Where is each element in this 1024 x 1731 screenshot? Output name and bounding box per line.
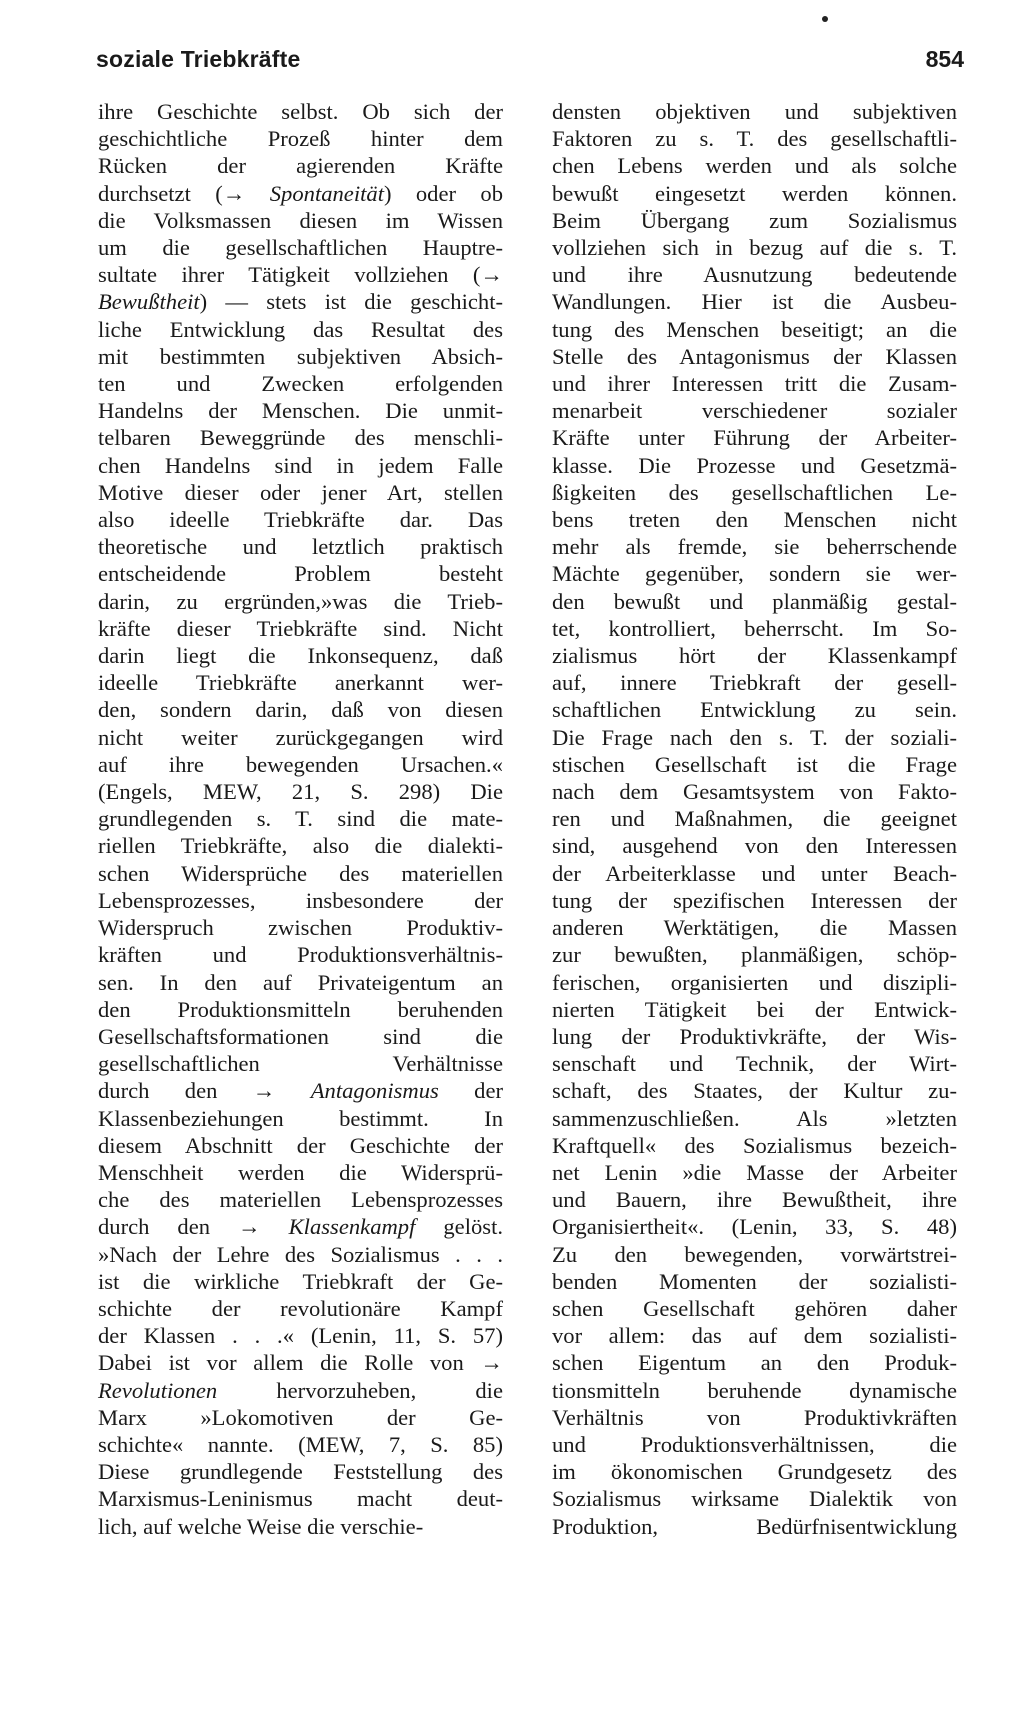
text-line: schen Gesellschaft gehören daher <box>552 1295 957 1321</box>
text-line: auf, innere Triebkraft der gesell- <box>552 670 957 696</box>
text-line: tung des Menschen beseitigt; an die <box>552 316 957 342</box>
text-line: mit bestimmten subjektiven Absich- <box>98 343 503 369</box>
text-line: Gesellschaftsformationen sind die <box>98 1023 503 1049</box>
line-segment: durch den → <box>98 1078 311 1104</box>
text-line: nierten Tätigkeit bei der Entwick- <box>552 996 957 1022</box>
text-line: stischen Gesellschaft ist die Frage <box>552 751 957 777</box>
text-line: sultate ihrer Tätigkeit vollziehen (→ <box>98 262 503 288</box>
text-line: zur bewußten, planmäßigen, schöp- <box>552 942 957 968</box>
line-segment: gelöst. <box>415 1214 503 1240</box>
text-line: ihre Geschichte selbst. Ob sich der <box>98 99 503 124</box>
text-line: bens treten den Menschen nicht <box>552 507 957 533</box>
text-line: Diese grundlegende Feststellung des <box>98 1459 503 1485</box>
text-line: zialismus hört der Klassenkampf <box>552 643 957 669</box>
text-line: und ihre Ausnutzung bedeutende <box>552 262 957 288</box>
text-line: Verhältnis von Produktivkräften <box>552 1404 957 1430</box>
text-line: che des materiellen Lebensprozesses <box>98 1187 503 1213</box>
text-line: ßigkeiten des gesellschaftlichen Le- <box>552 479 957 505</box>
text-line: den, sondern darin, daß von diesen <box>98 697 503 723</box>
text-line: theoretische und letztlich praktisch <box>98 534 503 560</box>
text-line: menarbeit verschiedener sozialer <box>552 398 957 424</box>
text-line: darin, zu ergründen,»was die Trieb- <box>98 588 503 614</box>
line-segment: ) — stets ist die geschicht- <box>199 289 503 315</box>
text-line: entscheidende Problem besteht <box>98 561 503 587</box>
left-text-column <box>98 98 503 1540</box>
text-line: riellen Triebkräfte, also die dialekti- <box>98 833 503 859</box>
text-line: benden Momenten der sozialisti- <box>552 1268 957 1294</box>
text-line: Marxismus-Leninismus macht deut- <box>98 1486 503 1512</box>
text-line: Klassenbeziehungen bestimmt. In <box>98 1105 503 1131</box>
text-line: anderen Werktätigen, die Massen <box>552 915 957 941</box>
text-line: telbaren Beweggründe des menschli- <box>98 425 503 451</box>
text-line: net Lenin »die Masse der Arbeiter <box>552 1159 957 1185</box>
text-line: chen Lebens werden und als solche <box>552 153 957 179</box>
text-line: Zu den bewegenden, vorwärtstrei- <box>552 1241 957 1267</box>
text-line: sen. In den auf Privateigentum an <box>98 969 503 995</box>
text-line: vollziehen sich in bezug auf die s. T. <box>552 235 957 261</box>
margin-dot <box>822 16 828 22</box>
text-line: grundlegenden s. T. sind die mate- <box>98 806 503 832</box>
text-line: schen Eigentum an den Produk- <box>552 1350 957 1376</box>
text-line: und Produktionsverhältnissen, die <box>552 1431 957 1457</box>
text-line: Handelns der Menschen. Die unmit- <box>98 398 503 424</box>
text-line: tet, kontrolliert, beherrscht. Im So- <box>552 615 957 641</box>
text-line: ideelle Triebkräfte anerkannt wer- <box>98 670 503 696</box>
line-segment: ) oder ob <box>383 180 504 206</box>
text-line: kräfte dieser Triebkräfte sind. Nicht <box>98 615 503 641</box>
line-segment: hervorzuheben, die <box>217 1377 503 1403</box>
text-line: Kraftquell« des Sozialismus bezeich- <box>552 1132 957 1158</box>
text-line: ten und Zwecken erfolgenden <box>98 371 503 397</box>
text-line: Die Frage nach den s. T. der soziali- <box>552 724 957 750</box>
text-line: sind, ausgehend von den Interessen <box>552 833 957 859</box>
text-line: Kräfte unter Führung der Arbeiter- <box>552 425 957 451</box>
text-line: ferischen, organisierten und diszipli- <box>552 969 957 995</box>
text-line: nicht weiter zurückgegangen wird <box>98 724 503 750</box>
cross-reference-term: Revolutionen <box>98 1377 218 1403</box>
text-line: klasse. Die Prozesse und Gesetzmä- <box>552 452 957 478</box>
text-line <box>98 288 503 315</box>
text-line: schichte der revolutionäre Kampf <box>98 1295 503 1321</box>
text-line: Rücken der agierenden Kräfte <box>98 153 503 179</box>
text-line <box>98 1213 503 1240</box>
text-line: Wandlungen. Hier ist die Ausbeu- <box>552 289 957 315</box>
text-line: schaft, des Staates, der Kultur zu- <box>552 1078 957 1104</box>
text-line: lich, auf welche Weise die verschie- <box>98 1513 424 1539</box>
line-segment: durchsetzt (→ <box>98 180 270 206</box>
text-line: Produktion, Bedürfnisentwicklung <box>552 1513 957 1539</box>
text-line: und ihrer Interessen tritt die Zusam- <box>552 371 957 397</box>
text-line: mehr als fremde, sie beherrschende <box>552 534 957 560</box>
line-segment: durch den → <box>98 1214 289 1240</box>
text-line: ren und Maßnahmen, die geeignet <box>552 806 957 832</box>
text-line <box>98 1377 503 1404</box>
cross-reference-term: Antagonismus <box>310 1078 439 1104</box>
text-line: die Volksmassen diesen im Wissen <box>98 207 503 233</box>
text-line: Dabei ist vor allem die Rolle von → <box>98 1350 503 1376</box>
line-segment: der <box>438 1078 504 1104</box>
text-line: Organisiertheit«. (Lenin, 33, S. 48) <box>552 1214 957 1240</box>
text-line: Marx »Lokomotiven der Ge- <box>98 1404 503 1430</box>
text-line: senschaft und Technik, der Wirt- <box>552 1051 957 1077</box>
text-line: sammenzuschließen. Als »letzten <box>552 1105 957 1131</box>
cross-reference-term: Spontaneität <box>269 180 384 206</box>
text-line: Menschheit werden die Widersprü- <box>98 1159 503 1185</box>
text-line: liche Entwicklung das Resultat des <box>98 316 503 342</box>
cross-reference-term: Klassenkampf <box>288 1214 416 1240</box>
text-line: im ökonomischen Grundgesetz des <box>552 1459 957 1485</box>
text-line: vor allem: das auf dem sozialisti- <box>552 1323 957 1349</box>
text-line: nach dem Gesamtsystem von Fakto- <box>552 779 957 805</box>
text-line: Beim Übergang zum Sozialismus <box>552 207 957 233</box>
text-line: Lebensprozesses, insbesondere der <box>98 887 503 913</box>
text-line: kräften und Produktionsverhältnis- <box>98 942 503 968</box>
text-line: diesem Abschnitt der Geschichte der <box>98 1132 503 1158</box>
text-line: densten objektiven und subjektiven <box>552 99 957 124</box>
running-header-title: soziale Triebkräfte <box>96 46 301 72</box>
text-line: Mächte gegenüber, sondern sie wer- <box>552 561 957 587</box>
text-line: schen Widersprüche des materiellen <box>98 860 503 886</box>
text-line: den Produktionsmitteln beruhenden <box>98 996 503 1022</box>
text-line <box>98 1077 503 1104</box>
text-line: Motive dieser oder jener Art, stellen <box>98 479 503 505</box>
text-line: Widerspruch zwischen Produktiv- <box>98 915 503 941</box>
text-line: schaftlichen Entwicklung zu sein. <box>552 697 957 723</box>
text-line: der Klassen . . .« (Lenin, 11, S. 57) <box>98 1323 503 1349</box>
text-line: auf ihre bewegenden Ursachen.« <box>98 751 503 777</box>
text-line: darin liegt die Inkonsequenz, daß <box>98 643 503 669</box>
text-line: lung der Produktivkräfte, der Wis- <box>552 1023 957 1049</box>
text-line: Sozialismus wirksame Dialektik von <box>552 1486 957 1512</box>
text-line: tung der spezifischen Interessen der <box>552 887 957 913</box>
text-line: tionsmitteln beruhende dynamische <box>552 1377 957 1403</box>
text-line: ist die wirkliche Triebkraft der Ge- <box>98 1268 503 1294</box>
text-line: also ideelle Triebkräfte dar. Das <box>98 507 503 533</box>
text-line: der Arbeiterklasse und unter Beach- <box>552 860 957 886</box>
text-line: Stelle des Antagonismus der Klassen <box>552 343 957 369</box>
cross-reference-term: Bewußtheit <box>98 289 200 315</box>
text-line <box>98 180 503 207</box>
text-line: gesellschaftlichen Verhältnisse <box>98 1051 503 1077</box>
text-line: Faktoren zu s. T. des gesellschaftli- <box>552 126 957 152</box>
text-line: um die gesellschaftlichen Hauptre- <box>98 235 503 261</box>
text-line: »Nach der Lehre des Sozialismus . . . <box>98 1241 503 1267</box>
page-number: 854 <box>925 46 964 72</box>
text-line: den bewußt und planmäßig gestal- <box>552 588 957 614</box>
text-line: (Engels, MEW, 21, S. 298) Die <box>98 779 503 805</box>
text-line: und Bauern, ihre Bewußtheit, ihre <box>552 1187 957 1213</box>
text-line: chen Handelns sind in jedem Falle <box>98 452 503 478</box>
text-line: bewußt eingesetzt werden können. <box>552 180 957 206</box>
right-text-column <box>552 98 957 1540</box>
text-line: schichte« nannte. (MEW, 7, S. 85) <box>98 1431 503 1457</box>
text-line: geschichtliche Prozeß hinter dem <box>98 126 503 152</box>
